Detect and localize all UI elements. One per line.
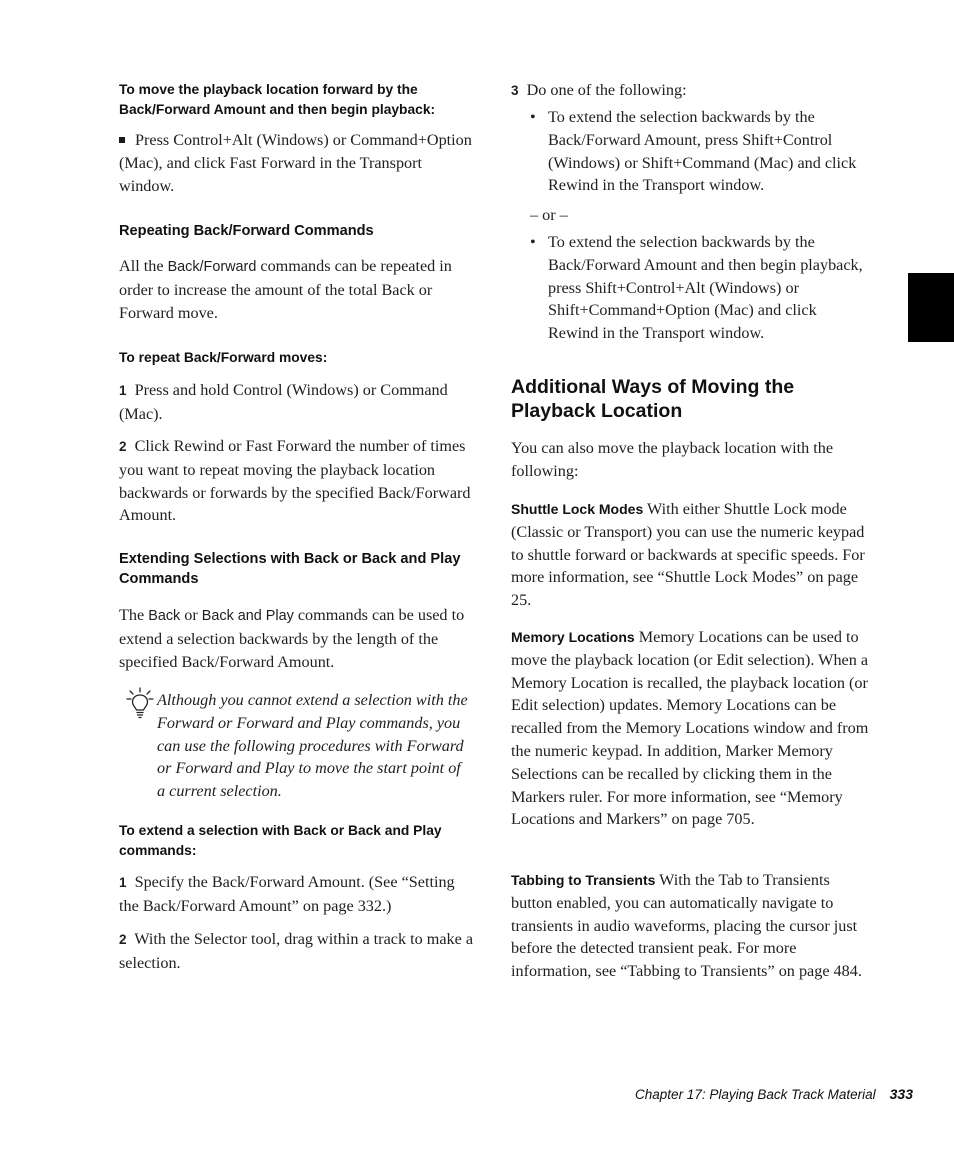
step-1: 1 Specify the Back/Forward Amount. (See “Setting the Back/Forward Amount” on page 332.) — [119, 873, 455, 915]
step-2: 2 Click Rewind or Fast Forward the number of times you want to repeat moving the playback location backwards or forwards by the specified Back/Forward Amount. — [119, 437, 471, 525]
procedure-heading-extend: To extend a selection with Back or Back and Play commands: — [119, 823, 442, 858]
footer-chapter: Chapter 17: Playing Back Track Material — [635, 1087, 876, 1102]
paragraph-additional: You can also move the playback location with the following: — [511, 439, 834, 480]
step-2: 2 With the Selector tool, drag within a track to make a selection. — [119, 930, 474, 972]
paragraph-repeating: All the Back/Forward commands can be repeated in order to increase the amount of the total Back or Forward move. — [119, 257, 452, 322]
heading-repeating: Repeating Back/Forward Commands — [119, 223, 374, 239]
page-footer — [635, 1086, 913, 1102]
bullet-item — [530, 106, 870, 197]
bullet-text: To extend the selection backwards by the Back/Forward Amount, press Shift+Control (Windows) or Shift+Command (Mac) and click Rewind in the Transport window. — [548, 108, 857, 195]
lightbulb-icon — [126, 687, 154, 719]
step-3: 3 Do one of the following: — [511, 81, 687, 99]
procedure-heading-move-forward: To move the playback location forward by the Back/Forward Amount and then begin playback: — [119, 82, 436, 117]
definition-shuttle-lock: Shuttle Lock Modes With either Shuttle Lock mode (Classic or Transport) you can use the numeric keypad to shuttle forward or backwards at specific speeds. For more information, see “Shuttle Lock Modes” on page 25. — [511, 500, 865, 610]
section-heading: Additional Ways of Moving the Playback Location — [511, 376, 795, 422]
definition-memory-locations: Memory Locations Memory Locations can be used to move the playback location (or Edit selection). When a Memory Location is recalled, the playback location (or Edit selection) updates. Memory Locations can be recalled from the Memory Locations window and from the numeric keypad. In addition, Marker Memory Selections can be recalled by clicking them in the Markers ruler. For more information, see “Memory Locations and Markers” on page 705. — [511, 628, 869, 829]
square-bullet-icon — [119, 137, 125, 143]
bullet-icon: • — [530, 233, 536, 251]
bullet-item — [530, 231, 870, 345]
or-separator: – or – — [530, 206, 568, 224]
bullet-text: To extend the selection backwards by the Back/Forward Amount and then begin playback, press Shift+Control+Alt (Windows) or Shift+Command+Option (Mac) and click Rewind in the Transport window. — [548, 233, 863, 343]
definition-tabbing: Tabbing to Transients With the Tab to Transients button enabled, you can automatically navigate to transients in audio waveforms, placing the cursor just before the detected transient peak. For more information, see “Tabbing to Transients” on page 484. — [511, 871, 862, 981]
paragraph-extending: The Back or Back and Play commands can be used to extend a selection backwards by the length of the specified Back/Forward Amount. — [119, 606, 465, 671]
bullet-icon: • — [530, 108, 536, 126]
heading-extending: Extending Selections with Back or Back and Play Commands — [119, 551, 461, 587]
tip-text: Although you cannot extend a selection with the Forward or Forward and Play commands, you can use the following procedures with Forward or Forward and Play to move the start point of a current selection. — [157, 691, 468, 801]
chapter-thumb-tab — [908, 273, 954, 342]
step-1: 1 Press and hold Control (Windows) or Command (Mac). — [119, 381, 448, 423]
bullet-text: Press Control+Alt (Windows) or Command+Option (Mac), and click Fast Forward in the Transport window. — [119, 131, 472, 195]
procedure-heading-repeat: To repeat Back/Forward moves: — [119, 350, 328, 365]
bullet-item — [119, 129, 475, 197]
page-number: 333 — [889, 1086, 913, 1102]
